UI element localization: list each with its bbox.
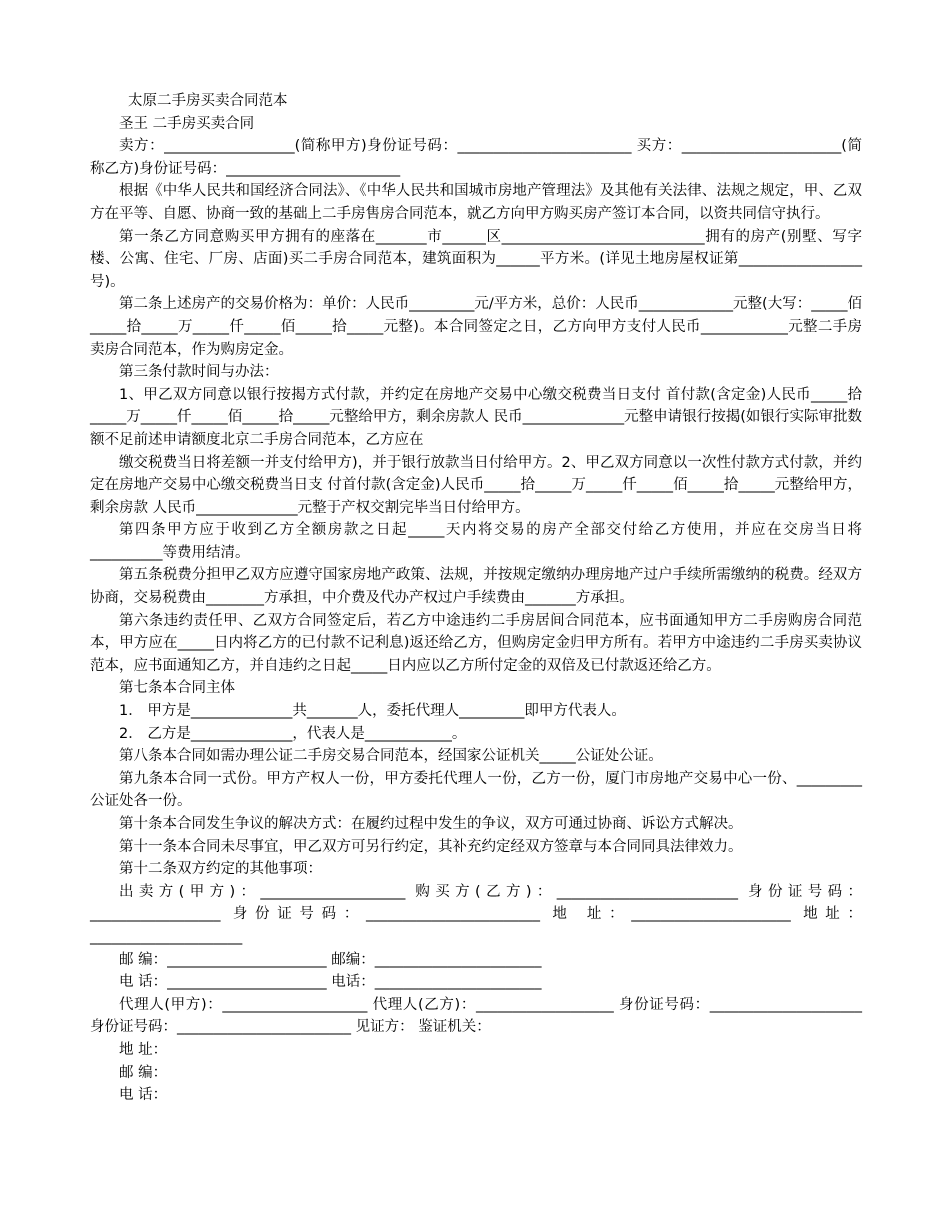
article-3-heading: 第三条付款时间与办法： xyxy=(119,364,279,381)
article-7-item-1: 1． 甲方是______________共_______人，委托代理人_________即甲方代表人。 xyxy=(119,703,626,720)
phone-line: 电 话：______________________ 电话：_______________________ xyxy=(119,974,542,991)
document-title: 太原二手房买卖合同范本 xyxy=(128,93,288,109)
article-1: 第一条乙方同意购买甲方拥有的座落在_______市______区____________________________拥有的房产(别墅、写字楼、公寓、住宅、厂房、店面)买二手房合同范本，建筑面积为______平方米。(详见土地房屋权证第_________________号)。 xyxy=(90,228,862,290)
article-10: 第十条本合同发生争议的解决方式：在履约过程中发生的争议，双方可通过协商、诉讼方式解决。 xyxy=(119,816,743,832)
witness-postcode-line: 邮 编： xyxy=(119,1064,168,1081)
article-4: 第四条甲方应于收到乙方全额房款之日起_____天内将交易的房产全部交付给乙方使用，并应在交房当日将__________等费用结清。 xyxy=(90,522,862,561)
postcode-line: 邮 编：______________________ 邮编：_______________________ xyxy=(119,951,542,968)
article-12: 第十二条双方约定的其他事项： xyxy=(119,861,322,878)
article-7-item-2: 2． 乙方是______________，代表人是____________。 xyxy=(119,725,467,742)
preamble-paragraph: 根据《中华人民共和国经济合同法》、《中华人民共和国城市房地产管理法》及其他有关法律、法规之规定，甲、乙双方在平等、自愿、协商一致的基础上二手房售房合同范本，就乙方向甲方购买房产签订本合同，以资共同信守执行。 xyxy=(90,183,862,222)
witness-address-line: 地 址： xyxy=(119,1041,168,1058)
article-3-clause-1: 1、甲乙双方同意以银行按揭方式付款，并约定在房地产交易中心缴交税费当日支付 首付款(含定金)人民币_____拾_____万_____仟_____佰_____拾_____元整给甲方，剩余房款人 民币______________元整申请银行按揭(如银行实际审批数额不足前述申请额度北京二手房合同范本，乙方应在 xyxy=(90,386,862,448)
signature-parties-line: 出卖方(甲方)：____________________ 购买方(乙方)：_________________________ 身份证号码：__________________ 身份证号码：________________________ 地 址：______________________ 地址：_____________________ xyxy=(90,883,862,945)
article-7-heading: 第七条本合同主体 xyxy=(119,680,235,697)
article-11: 第十一条本合同未尽事宜，甲乙双方可另行约定，其补充约定经双方签章与本合同同具法律效力。 xyxy=(119,838,743,855)
article-6: 第六条违约责任甲、乙双方合同签定后，若乙方中途违约二手房居间合同范本，应书面通知甲方二手房购房合同范本，甲方应在_____日内将乙方的已付款不记利息)返还给乙方，但购房定金归甲方所有。若甲方中途违约二手房买卖协议范本，应书面通知乙方，并自违约之日起_____日内应以乙方所付定金的双倍及已付款返还给乙方。 xyxy=(90,612,862,674)
article-2: 第二条上述房产的交易价格为：单价：人民币_________元/平方米，总价：人民币_____________元整(大写：_____佰_____拾_____万_____仟_____佰_____拾_____元整)。本合同签定之日，乙方向甲方支付人民币____________元整二手房卖房合同范本，作为购房定金。 xyxy=(90,296,862,358)
article-5: 第五条税费分担甲乙双方应遵守国家房地产政策、法规，并按规定缴纳办理房地产过户手续所需缴纳的税费。经双方协商，交易税费由________方承担，中介费及代办产权过户手续费由_______方承担。 xyxy=(90,567,862,607)
witness-phone-line: 电 话： xyxy=(119,1087,168,1104)
article-9: 第九条本合同一式份。甲方产权人一份，甲方委托代理人一份，乙方一份，厦门市房地产交易中心一份、_________公证处各一份。 xyxy=(90,770,862,810)
agents-line: 代理人(甲方)：____________________ 代理人(乙方)：___________________ 身份证号码：_____________________ 身份证号码：________________________ 见证方： 鉴证机关： xyxy=(90,996,862,1036)
article-3-clause-2: 缴交税费当日将差额一并支付给甲方)，并于银行放款当日付给甲方。2、甲乙双方同意以一次性付款方式付款，并约定在房地产交易中心缴交税费当日支 付首付款(含定金)人民币_____拾_____万_____仟_____佰_____拾_____元整给甲方，剩余房款 人民币______________元整于产权交割完毕当日付给甲方。 xyxy=(90,454,862,516)
contract-subtitle: 圣王 二手房买卖合同 xyxy=(119,115,255,132)
article-8: 第八条本合同如需办理公证二手房交易合同范本，经国家公证机关_____公证处公证。 xyxy=(119,748,663,765)
contract-document xyxy=(90,90,862,1107)
parties-line: 卖方：__________________(简称甲方)身份证号码：________________________ 买方：______________________(简称乙方)身份证号码：________________________ xyxy=(90,138,862,177)
